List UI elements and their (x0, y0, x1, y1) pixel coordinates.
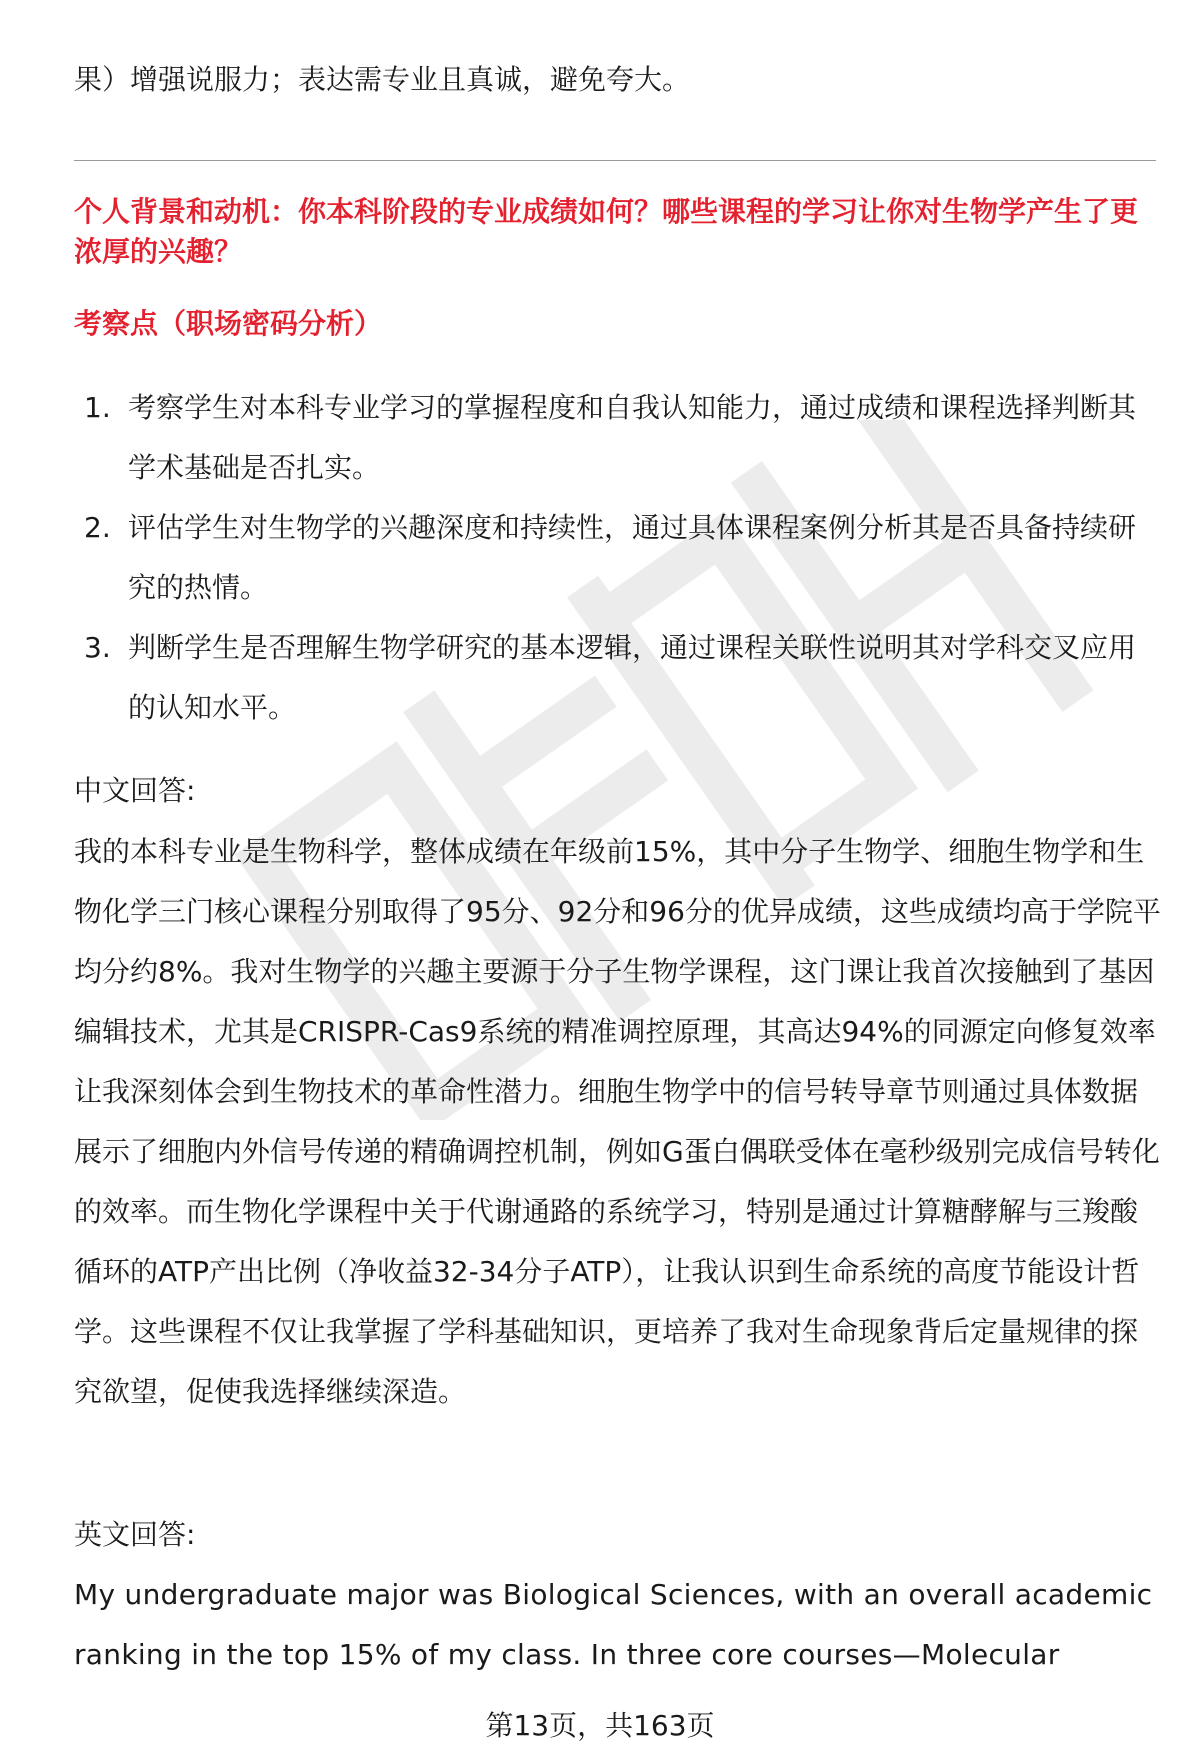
page-indicator: 第13页，共163页 (485, 1709, 715, 1742)
list-item-text: 判断学生是否理解生物学研究的基本逻辑，通过课程关联性说明其对学科交叉应用的认知水平。 (128, 631, 1137, 724)
list-item (74, 498, 1159, 618)
section-divider (74, 160, 1156, 161)
focus-heading: 考察点（职场密码分析） (74, 307, 383, 340)
list-item-text: 考察学生对本科专业学习的掌握程度和自我认知能力，通过成绩和课程选择判断其学术基础是否扎实。 (128, 391, 1137, 484)
focus-points-list (74, 378, 1159, 738)
english-answer-label: 英文回答: (74, 1518, 196, 1551)
list-item (74, 618, 1159, 738)
previous-section-tail: 果）增强说服力；表达需专业且真诚，避免夸大。 (74, 63, 691, 96)
list-item-text: 评估学生对生物学的兴趣深度和持续性，通过具体课程案例分析其是否具备持续研究的热情。 (128, 511, 1137, 604)
english-answer-body: My undergraduate major was Biological Sciences, with an overall academic ranking in the top 15% of my class. In three core courses—Molecular (74, 1578, 1153, 1671)
chinese-answer-label: 中文回答: (74, 774, 196, 807)
question-heading: 个人背景和动机：你本科阶段的专业成绩如何？哪些课程的学习让你对生物学产生了更浓厚的兴趣？ (74, 195, 1139, 268)
list-item-number: 2. (84, 511, 111, 544)
list-item-number: 1. (84, 391, 111, 424)
list-item (74, 378, 1159, 498)
list-item-number: 3. (84, 631, 111, 664)
chinese-answer-body: 我的本科专业是生物科学，整体成绩在年级前15%，其中分子生物学、细胞生物学和生物化学三门核心课程分别取得了95分、92分和96分的优异成绩，这些成绩均高于学院平均分约8%。我对生物学的兴趣主要源于分子生物学课程，这门课让我首次接触到了基因编辑技术，尤其是CRISPR-Cas9系统的精准调控原理，其高达94%的同源定向修复效率让我深刻体会到生物技术的革命性潜力。细胞生物学中的信号转导章节则通过具体数据展示了细胞内外信号传递的精确调控机制，例如G蛋白偶联受体在毫秒级别完成信号转化的效率。而生物化学课程中关于代谢通路的系统学习，特别是通过计算糖酵解与三羧酸循环的ATP产出比例（净收益32-34分子ATP），让我认识到生命系统的高度节能设计哲学。这些课程不仅让我掌握了学科基础知识，更培养了我对生命现象背后定量规律的探究欲望，促使我选择继续深造。 (74, 835, 1161, 1408)
